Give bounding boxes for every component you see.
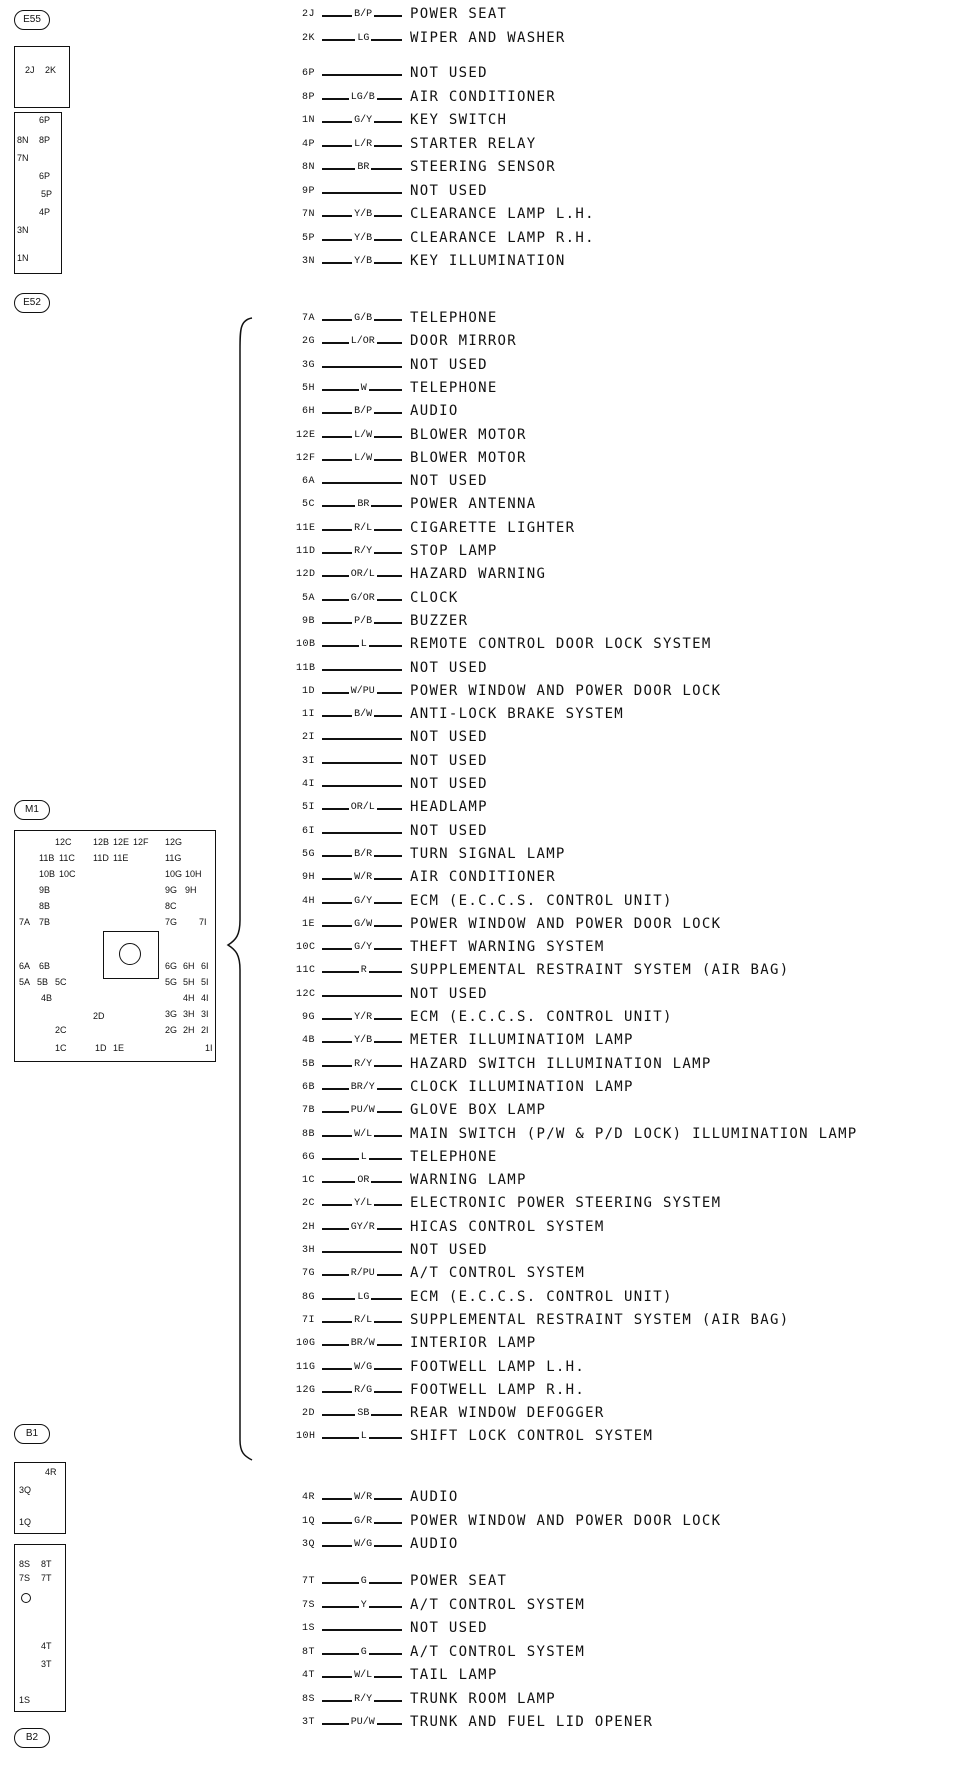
wire-color: LG xyxy=(357,33,370,44)
m1-cell: 10G xyxy=(165,869,183,879)
pin-number: 8S xyxy=(302,1694,316,1705)
m1-cell: 3G xyxy=(165,1009,178,1019)
pin-number: 6G xyxy=(302,1152,316,1163)
m1-cell: 8B xyxy=(39,901,51,911)
wire-line xyxy=(322,482,402,484)
pin-number: 2H xyxy=(302,1222,316,1233)
m1-cell: 10C xyxy=(59,869,76,879)
pin-number: 7N xyxy=(302,209,316,220)
pin-function: THEFT WARNING SYSTEM xyxy=(410,939,605,955)
m1-cell: 11B xyxy=(39,853,55,863)
pin-number: 4I xyxy=(302,779,316,790)
wire-line xyxy=(322,832,402,834)
wire-color: Y/L xyxy=(354,1198,373,1209)
m1-cell: 11G xyxy=(165,853,182,863)
pin-number: 3G xyxy=(302,360,316,371)
wire-color: G/B xyxy=(354,313,373,324)
pin-function: SUPPLEMENTAL RESTRAINT SYSTEM (AIR BAG) xyxy=(410,1312,790,1328)
pin-function: FOOTWELL LAMP L.H. xyxy=(410,1359,586,1375)
pin-function: NOT USED xyxy=(410,660,488,676)
pin-number: 5G xyxy=(302,849,316,860)
pin-function: SUPPLEMENTAL RESTRAINT SYSTEM (AIR BAG) xyxy=(410,962,790,978)
wire-color: G/Y xyxy=(354,896,373,907)
pin-function: POWER SEAT xyxy=(410,1573,508,1589)
m1-cell: 7B xyxy=(39,917,51,927)
wire-color: W/R xyxy=(354,1492,373,1503)
m1-cell: 12G xyxy=(165,837,183,847)
pin-function: KEY SWITCH xyxy=(410,112,508,128)
pin-number: 9P xyxy=(302,186,316,197)
connector-badge-e55: E55 xyxy=(14,10,50,30)
pin-number: 6H xyxy=(302,406,316,417)
pin-function: GLOVE BOX LAMP xyxy=(410,1102,547,1118)
pin-function: NOT USED xyxy=(410,1242,488,1258)
connector-badge-m1: M1 xyxy=(14,800,50,820)
pin-number: 5P xyxy=(302,233,316,244)
pin-number: 10G xyxy=(296,1338,316,1349)
m1-cell: 8C xyxy=(165,901,177,911)
wire-color: OR/L xyxy=(350,802,375,813)
wire-color: L/R xyxy=(354,139,373,150)
m1-cell: 12C xyxy=(55,837,72,847)
pin-number: 1D xyxy=(302,686,316,697)
m1-cell: 1I xyxy=(205,1043,213,1053)
m1-cell: 11E xyxy=(113,853,129,863)
wire-color: W/L xyxy=(354,1129,373,1140)
connector-face-m1 xyxy=(14,830,216,1062)
wire-color: Y/R xyxy=(354,1012,373,1023)
pin-function: HICAS CONTROL SYSTEM xyxy=(410,1219,605,1235)
wire-color: W/G xyxy=(354,1539,373,1550)
pin-function: NOT USED xyxy=(410,776,488,792)
pin-number: 1I xyxy=(302,709,316,720)
e52-cell: 6P xyxy=(39,115,51,125)
m1-cell: 5G xyxy=(165,977,178,987)
pin-number: 11D xyxy=(296,546,316,557)
pin-number: 12C xyxy=(296,989,316,1000)
wire-color: R/Y xyxy=(354,1694,373,1705)
pin-function: FOOTWELL LAMP R.H. xyxy=(410,1382,586,1398)
pin-function: REAR WINDOW DEFOGGER xyxy=(410,1405,605,1421)
pin-number: 1Q xyxy=(302,1516,316,1527)
pin-number: 1C xyxy=(302,1175,316,1186)
pin-function: INTERIOR LAMP xyxy=(410,1335,537,1351)
m1-cell: 7G xyxy=(165,917,178,927)
pin-function: TRUNK ROOM LAMP xyxy=(410,1691,556,1707)
pin-number: 5I xyxy=(302,802,316,813)
pin-number: 10H xyxy=(296,1431,316,1442)
m1-cell: 11D xyxy=(93,853,109,863)
e55-cell: 2K xyxy=(45,65,57,75)
connector-badge-e52: E52 xyxy=(14,293,50,313)
m1-cell: 2I xyxy=(201,1025,209,1035)
wire-color: BR/Y xyxy=(350,1082,375,1093)
pin-function: AUDIO xyxy=(410,1489,459,1505)
pin-function: POWER ANTENNA xyxy=(410,496,537,512)
pin-function: ELECTRONIC POWER STEERING SYSTEM xyxy=(410,1195,722,1211)
pin-function: TELEPHONE xyxy=(410,1149,498,1165)
m1-cell: 1D xyxy=(95,1043,107,1053)
pin-number: 1S xyxy=(302,1623,316,1634)
pin-function: TELEPHONE xyxy=(410,310,498,326)
pin-number: 7G xyxy=(302,1268,316,1279)
pin-number: 8N xyxy=(302,162,316,173)
wire-line xyxy=(322,785,402,787)
pin-number: 9H xyxy=(302,872,316,883)
pin-function: NOT USED xyxy=(410,1620,488,1636)
pin-function: REMOTE CONTROL DOOR LOCK SYSTEM xyxy=(410,636,712,652)
e55-cell: 2J xyxy=(25,65,35,75)
pin-function: A/T CONTROL SYSTEM xyxy=(410,1597,586,1613)
wire-color: W/G xyxy=(354,1362,373,1373)
pin-number: 4P xyxy=(302,139,316,150)
pin-function: ANTI-LOCK BRAKE SYSTEM xyxy=(410,706,625,722)
pin-number: 2K xyxy=(302,33,316,44)
wire-color: GY/R xyxy=(350,1222,375,1233)
b2-cell: 8S xyxy=(19,1559,31,1569)
pin-number: 7T xyxy=(302,1576,316,1587)
pin-function: HAZARD SWITCH ILLUMINATION LAMP xyxy=(410,1056,712,1072)
wire-color: R/PU xyxy=(350,1268,375,1279)
connector-face-b1 xyxy=(14,1462,66,1534)
wire-color: BR/W xyxy=(350,1338,375,1349)
pin-function: POWER WINDOW AND POWER DOOR LOCK xyxy=(410,916,722,932)
m1-cell: 5I xyxy=(201,977,209,987)
connector-face-b2 xyxy=(14,1544,66,1712)
m1-cell: 5H xyxy=(183,977,195,987)
wire-color: G/OR xyxy=(350,593,375,604)
pin-number: 3T xyxy=(302,1717,316,1728)
e52-cell: 6P xyxy=(39,171,51,181)
pin-number: 12E xyxy=(296,430,316,441)
wire-color: P/B xyxy=(354,616,373,627)
pin-number: 2C xyxy=(302,1198,316,1209)
wire-line xyxy=(322,669,402,671)
pin-number: 6P xyxy=(302,68,316,79)
pin-number: 6A xyxy=(302,476,316,487)
pin-number: 6I xyxy=(302,826,316,837)
wire-line xyxy=(322,192,402,194)
m1-cell: 3I xyxy=(201,1009,209,1019)
pin-number: 1E xyxy=(302,919,316,930)
pin-number: 7A xyxy=(302,313,316,324)
pin-function: STOP LAMP xyxy=(410,543,498,559)
pin-number: 8B xyxy=(302,1129,316,1140)
pin-number: 8P xyxy=(302,92,316,103)
b2-cell: 8T xyxy=(41,1559,52,1569)
wire-color: LG xyxy=(357,1292,370,1303)
m1-cell: 6H xyxy=(183,961,195,971)
wire-color: R/Y xyxy=(354,546,373,557)
m1-cell: 11C xyxy=(59,853,75,863)
m1-cell: 5B xyxy=(37,977,49,987)
m1-cell: 2C xyxy=(55,1025,67,1035)
wire-color: Y xyxy=(360,1600,367,1611)
pin-function: KEY ILLUMINATION xyxy=(410,253,566,269)
pin-number: 4T xyxy=(302,1670,316,1681)
pin-function: AUDIO xyxy=(410,403,459,419)
m1-center-hole xyxy=(119,943,141,965)
pin-number: 11G xyxy=(296,1362,316,1373)
wire-line xyxy=(322,762,402,764)
pin-function: NOT USED xyxy=(410,357,488,373)
pin-function: SHIFT LOCK CONTROL SYSTEM xyxy=(410,1428,654,1444)
wire-color: L xyxy=(360,639,367,650)
pin-number: 3Q xyxy=(302,1539,316,1550)
pin-function: STEERING SENSOR xyxy=(410,159,556,175)
pin-function: WIPER AND WASHER xyxy=(410,30,566,46)
pin-function: AIR CONDITIONER xyxy=(410,869,556,885)
m1-cell: 9H xyxy=(185,885,197,895)
b2-cell: 7S xyxy=(19,1573,31,1583)
pin-function: CLOCK ILLUMINATION LAMP xyxy=(410,1079,634,1095)
pin-number: 2D xyxy=(302,1408,316,1419)
e52-cell: 3N xyxy=(17,225,29,235)
pin-function: AUDIO xyxy=(410,1536,459,1552)
pin-function: WARNING LAMP xyxy=(410,1172,527,1188)
pin-number: 5B xyxy=(302,1059,316,1070)
m1-cell: 10B xyxy=(39,869,56,879)
m1-cell: 12F xyxy=(133,837,149,847)
e52-cell: 1N xyxy=(17,253,29,263)
m1-cell: 2G xyxy=(165,1025,178,1035)
wire-color: W/R xyxy=(354,872,373,883)
pin-function: TAIL LAMP xyxy=(410,1667,498,1683)
pin-number: 11C xyxy=(296,965,316,976)
wire-color: Y/B xyxy=(354,256,373,267)
wire-color: B/W xyxy=(354,709,373,720)
pin-number: 7S xyxy=(302,1600,316,1611)
wire-color: BR xyxy=(357,162,370,173)
wire-color: R/Y xyxy=(354,1059,373,1070)
wire-color: W/PU xyxy=(350,686,375,697)
connector-badge-b2: B2 xyxy=(14,1728,50,1748)
pin-number: 9B xyxy=(302,616,316,627)
pin-number: 5C xyxy=(302,499,316,510)
pin-number: 3H xyxy=(302,1245,316,1256)
m1-cell: 5A xyxy=(19,977,31,987)
wire-color: B/R xyxy=(354,849,373,860)
pin-function: POWER WINDOW AND POWER DOOR LOCK xyxy=(410,683,722,699)
m1-cell: 9G xyxy=(165,885,178,895)
m1-cell: 10H xyxy=(185,869,202,879)
m1-cell: 6B xyxy=(39,961,51,971)
pin-function: DOOR MIRROR xyxy=(410,333,518,349)
m1-cell: 2H xyxy=(183,1025,195,1035)
pin-function: CLEARANCE LAMP R.H. xyxy=(410,230,595,246)
m1-cell: 2D xyxy=(93,1011,105,1021)
pin-function: HEADLAMP xyxy=(410,799,488,815)
wire-color: G/Y xyxy=(354,115,373,126)
pin-function: CLEARANCE LAMP L.H. xyxy=(410,206,595,222)
e52-cell: 5P xyxy=(41,189,53,199)
pin-function: NOT USED xyxy=(410,65,488,81)
wire-line xyxy=(322,366,402,368)
pin-number: 4B xyxy=(302,1035,316,1046)
pin-function: TURN SIGNAL LAMP xyxy=(410,846,566,862)
pin-number: 8G xyxy=(302,1292,316,1303)
pin-function: POWER SEAT xyxy=(410,6,508,22)
wire-color: G xyxy=(360,1576,367,1587)
pin-function: BLOWER MOTOR xyxy=(410,427,527,443)
pin-function: NOT USED xyxy=(410,729,488,745)
pin-number: 1N xyxy=(302,115,316,126)
pin-function: METER ILLUMINATIOM LAMP xyxy=(410,1032,634,1048)
wire-color: Y/B xyxy=(354,233,373,244)
pin-function: BLOWER MOTOR xyxy=(410,450,527,466)
pin-function: HAZARD WARNING xyxy=(410,566,547,582)
pin-function: NOT USED xyxy=(410,753,488,769)
wire-color: L/W xyxy=(354,453,373,464)
connector-face-e55 xyxy=(14,46,70,108)
pin-function: AIR CONDITIONER xyxy=(410,89,556,105)
pin-function: CIGARETTE LIGHTER xyxy=(410,520,576,536)
pin-number: 12G xyxy=(296,1385,316,1396)
wire-line xyxy=(322,1629,402,1631)
pin-function: BUZZER xyxy=(410,613,469,629)
wire-color: R/G xyxy=(354,1385,373,1396)
pin-function: TRUNK AND FUEL LID OPENER xyxy=(410,1714,654,1730)
m1-cell: 4B xyxy=(41,993,53,1003)
pin-function: ECM (E.C.C.S. CONTROL UNIT) xyxy=(410,1289,673,1305)
wire-color: L/W xyxy=(354,430,373,441)
pin-function: TELEPHONE xyxy=(410,380,498,396)
wire-color: G/W xyxy=(354,919,373,930)
b1-cell: 4R xyxy=(45,1467,57,1477)
connector-badge-b1: B1 xyxy=(14,1424,50,1444)
wire-color: R/L xyxy=(354,1315,373,1326)
pin-number: 5A xyxy=(302,593,316,604)
wire-color: G xyxy=(360,1647,367,1658)
pin-number: 7B xyxy=(302,1105,316,1116)
b2-key-hole xyxy=(21,1593,31,1603)
wire-color: PU/W xyxy=(350,1717,375,1728)
e52-cell: 4P xyxy=(39,207,51,217)
m1-cell: 3H xyxy=(183,1009,195,1019)
wire-color: R/L xyxy=(354,523,373,534)
pin-number: 10B xyxy=(296,639,316,650)
pin-function: NOT USED xyxy=(410,473,488,489)
pin-number: 8T xyxy=(302,1647,316,1658)
pin-function: MAIN SWITCH (P/W & P/D LOCK) ILLUMINATION LAMP xyxy=(410,1126,858,1142)
wire-color: B/P xyxy=(354,9,373,20)
pin-function: NOT USED xyxy=(410,823,488,839)
m1-cell: 4I xyxy=(201,993,209,1003)
pin-number: 3N xyxy=(302,256,316,267)
b2-cell: 3T xyxy=(41,1659,52,1669)
b2-cell: 4T xyxy=(41,1641,52,1651)
m1-group-brace xyxy=(228,318,252,1460)
wire-line xyxy=(322,1251,402,1253)
pin-function: ECM (E.C.C.S. CONTROL UNIT) xyxy=(410,893,673,909)
m1-cell: 12E xyxy=(113,837,130,847)
wire-color: L xyxy=(360,1152,367,1163)
pin-number: 7I xyxy=(302,1315,316,1326)
m1-cell: 1C xyxy=(55,1043,67,1053)
pin-function: CLOCK xyxy=(410,590,459,606)
wire-color: PU/W xyxy=(350,1105,375,1116)
pin-number: 10C xyxy=(296,942,316,953)
wire-color: L xyxy=(360,1431,367,1442)
b2-cell: 7T xyxy=(41,1573,52,1583)
wire-color: G/Y xyxy=(354,942,373,953)
b2-cell: 1S xyxy=(19,1695,31,1705)
pin-function: A/T CONTROL SYSTEM xyxy=(410,1644,586,1660)
pin-number: 4R xyxy=(302,1492,316,1503)
b1-cell: 3Q xyxy=(19,1485,32,1495)
wire-color: OR/L xyxy=(350,569,375,580)
pin-function: NOT USED xyxy=(410,986,488,1002)
pin-number: 4H xyxy=(302,896,316,907)
pin-number: 11E xyxy=(296,523,316,534)
e52-cell: 8P xyxy=(39,135,51,145)
pin-number: 9G xyxy=(302,1012,316,1023)
wire-color: Y/B xyxy=(354,1035,373,1046)
wire-color: B/P xyxy=(354,406,373,417)
pin-number: 12F xyxy=(296,453,316,464)
pin-number: 12D xyxy=(296,569,316,580)
m1-cell: 12B xyxy=(93,837,110,847)
pin-function: NOT USED xyxy=(410,183,488,199)
pin-number: 2I xyxy=(302,732,316,743)
pin-number: 3I xyxy=(302,756,316,767)
wire-color: OR xyxy=(357,1175,370,1186)
m1-cell: 6A xyxy=(19,961,31,971)
wire-color: Y/B xyxy=(354,209,373,220)
pin-function: STARTER RELAY xyxy=(410,136,537,152)
wire-color: L/OR xyxy=(350,336,375,347)
wire-color: R xyxy=(360,965,367,976)
pin-number: 2J xyxy=(302,9,316,20)
wire-color: G/R xyxy=(354,1516,373,1527)
pin-function: ECM (E.C.C.S. CONTROL UNIT) xyxy=(410,1009,673,1025)
connector-face-e52 xyxy=(14,112,62,274)
pin-number: 5H xyxy=(302,383,316,394)
pin-number: 6B xyxy=(302,1082,316,1093)
pin-number: 2G xyxy=(302,336,316,347)
wire-line xyxy=(322,74,402,76)
e52-cell: 8N xyxy=(17,135,29,145)
pin-function: POWER WINDOW AND POWER DOOR LOCK xyxy=(410,1513,722,1529)
wire-color: BR xyxy=(357,499,370,510)
m1-cell: 7I xyxy=(199,917,207,927)
wire-color: W/L xyxy=(354,1670,373,1681)
m1-cell: 9B xyxy=(39,885,51,895)
wire-color: SB xyxy=(357,1408,370,1419)
m1-cell: 6I xyxy=(201,961,209,971)
m1-cell: 5C xyxy=(55,977,67,987)
pin-number: 11B xyxy=(296,663,316,674)
e52-cell: 7N xyxy=(17,153,29,163)
wire-color: W xyxy=(360,383,367,394)
wire-color: LG/B xyxy=(350,92,375,103)
wire-line xyxy=(322,995,402,997)
pin-function: A/T CONTROL SYSTEM xyxy=(410,1265,586,1281)
b1-cell: 1Q xyxy=(19,1517,32,1527)
m1-cell: 1E xyxy=(113,1043,125,1053)
m1-cell: 6G xyxy=(165,961,178,971)
wire-line xyxy=(322,738,402,740)
m1-cell: 4H xyxy=(183,993,195,1003)
m1-cell: 7A xyxy=(19,917,31,927)
